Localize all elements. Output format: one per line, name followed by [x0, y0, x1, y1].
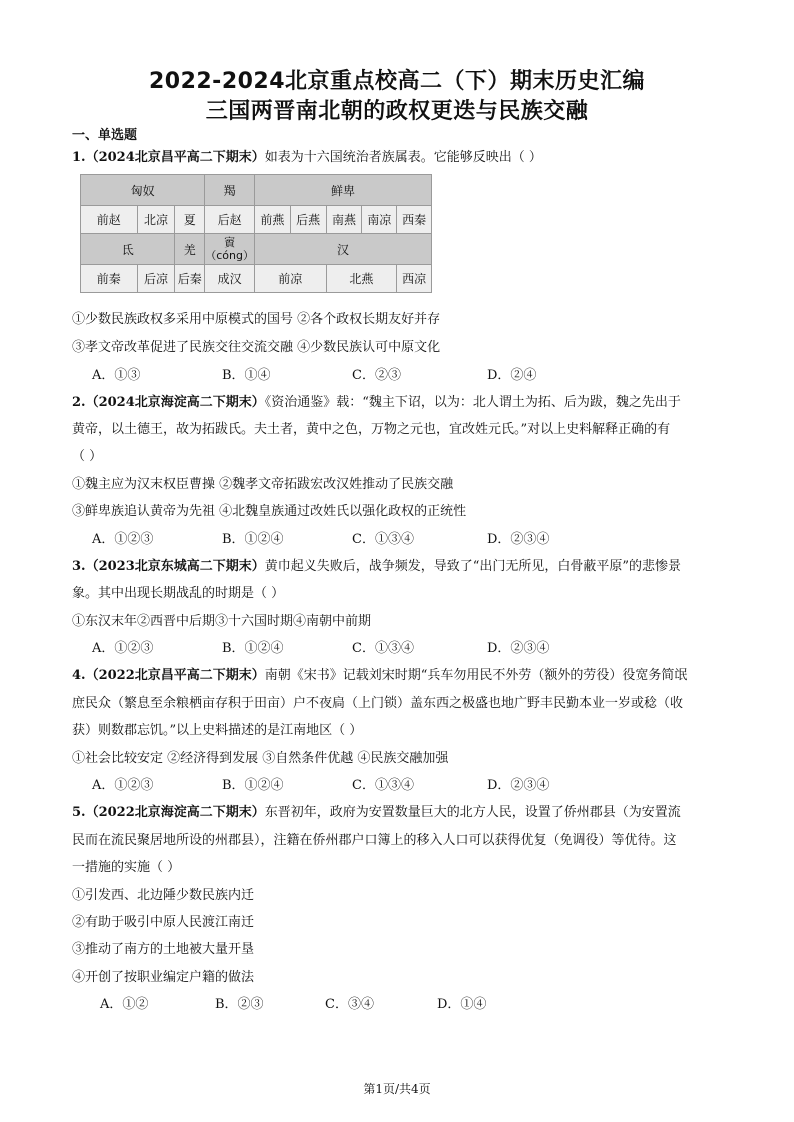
table-cell: 氐 [81, 234, 175, 265]
question-5-statement: ③推动了南方的土地被大量开垦 [72, 942, 255, 957]
option-d[interactable]: D．②③④ [487, 532, 550, 547]
question-5-stem-cont: 一措施的实施（ ） [72, 860, 181, 875]
question-3-text: 黄巾起义失败后，战争频发，导致了“出门无所见，白骨蔽平原”的悲惨景 [264, 559, 682, 574]
table-cell: 南燕 [326, 206, 362, 234]
question-5-stem [72, 801, 681, 820]
ethnic-regime-table [80, 174, 432, 293]
question-5-statement: ①引发西、北边陲少数民族内迁 [72, 888, 255, 903]
option-b[interactable]: B．①②④ [222, 778, 284, 793]
option-a[interactable]: A．①②③ [92, 532, 154, 547]
table-cell: 前凉 [254, 265, 326, 293]
table-cell: 前秦 [81, 265, 138, 293]
question-2-stem-cont: 黄帝，以土德王，故为拓跋氏。夫土者，黄中之色，万物之元也，宜改姓元氏。”对以上史料解释正确的有 [72, 422, 671, 437]
question-2-statement: ①魏主应为汉末权臣曹操 ②魏孝文帝拓跋宏改汉姓推动了民族交融 [72, 477, 454, 492]
question-4-stem-cont: 获）则数郡忘饥。”以上史料描述的是江南地区（ ） [72, 723, 363, 738]
question-4-stem-cont: 庶民众（繁息至余粮栖亩存积于田亩）户不夜扃（上门锁）盖东西之极盛也地广野丰民勤本业一岁或稔（收 [72, 696, 684, 711]
table-cell: 南凉 [362, 206, 397, 234]
option-d[interactable]: D．②④ [487, 368, 537, 383]
table-cell: 后秦 [175, 265, 205, 293]
option-b[interactable]: B．①②④ [222, 641, 284, 656]
table-cell: 前燕 [254, 206, 290, 234]
question-2-source: 2.（2024北京海淀高二下期末） [72, 395, 265, 410]
table-cell [205, 234, 255, 265]
question-3-statement: ①东汉末年②西晋中后期③十六国时期④南朝中前期 [72, 614, 372, 629]
table-cell: 前赵 [81, 206, 138, 234]
option-a[interactable]: A．①③ [92, 368, 141, 383]
table-cell: 汉 [254, 234, 431, 265]
option-c[interactable]: C．②③ [352, 368, 401, 383]
option-a[interactable]: A．①② [100, 997, 149, 1012]
question-4-text: 南朝《宋书》记载刘宋时期“兵车勿用民不外劳（额外的劳役）役宽务简氓 [264, 668, 688, 683]
option-c[interactable]: C．①③④ [352, 532, 414, 547]
question-5-statement: ②有助于吸引中原人民渡江南迁 [72, 915, 255, 930]
option-a[interactable]: A．①②③ [92, 641, 154, 656]
question-2-stem-cont: （ ） [72, 449, 103, 464]
question-5-stem-cont: 民而在流民聚居地所设的州郡县），注籍在侨州郡户口簿上的移入人口可以获得优复（免调役）等优待。这 [72, 833, 677, 848]
question-1-source: 1.（2024北京昌平高二下期末） [72, 150, 265, 165]
table-cell: 成汉 [205, 265, 255, 293]
table-cell: 后赵 [205, 206, 255, 234]
table-cell: 后燕 [290, 206, 326, 234]
option-a[interactable]: A．①②③ [92, 778, 154, 793]
question-1-statement: ①少数民族政权多采用中原模式的国号 ②各个政权长期友好并存 [72, 312, 441, 327]
option-c[interactable]: C．①③④ [352, 778, 414, 793]
question-2-stem [72, 391, 681, 410]
table-cell-char: 賨 [224, 236, 236, 249]
question-3-stem-cont: 象。其中出现长期战乱的时期是（ ） [72, 586, 285, 601]
table-cell: 羌 [175, 234, 205, 265]
question-1-statement: ③孝文帝改革促进了民族交往交流交融 ④少数民族认可中原文化 [72, 340, 441, 355]
table-cell: 西凉 [397, 265, 432, 293]
question-1-stem [72, 146, 542, 165]
section-heading: 一、单选题 [72, 128, 138, 143]
question-5-source: 5.（2022北京海淀高二下期末） [72, 805, 265, 820]
table-cell: 北燕 [326, 265, 397, 293]
question-1-text: 如表为十六国统治者族属表。它能够反映出（ ） [264, 150, 542, 165]
table-cell: 北凉 [137, 206, 175, 234]
option-d[interactable]: D．②③④ [487, 641, 550, 656]
question-4-source: 4.（2022北京昌平高二下期末） [72, 668, 265, 683]
option-b[interactable]: B．①②④ [222, 532, 284, 547]
option-b[interactable]: B．②③ [215, 997, 264, 1012]
question-2-text: 《资治通鉴》载：“魏主下诏，以为：北人谓土为拓、后为跋，魏之先出于 [264, 395, 681, 410]
table-cell: 西秦 [397, 206, 432, 234]
question-4-statement: ①社会比较安定 ②经济得到发展 ③自然条件优越 ④民族交融加强 [72, 751, 449, 766]
table-cell: 羯 [205, 175, 255, 206]
option-d[interactable]: D．②③④ [487, 778, 550, 793]
question-2-statement: ③鲜卑族追认黄帝为先祖 ④北魏皇族通过改姓氏以强化政权的正统性 [72, 504, 467, 519]
option-c[interactable]: C．③④ [325, 997, 374, 1012]
page-number: 第1页/共4页 [363, 1082, 431, 1096]
table-cell: 匈奴 [81, 175, 205, 206]
option-c[interactable]: C．①③④ [352, 641, 414, 656]
question-5-text: 东晋初年，政府为安置数量巨大的北方人民，设置了侨州郡县（为安置流 [264, 805, 681, 820]
table-cell: 后凉 [137, 265, 175, 293]
doc-title-line1: 2022-2024北京重点校高二（下）期末历史汇编 [148, 69, 646, 94]
question-3-stem [72, 555, 681, 574]
option-b[interactable]: B．①④ [222, 368, 271, 383]
question-5-statement: ④开创了按职业编定户籍的做法 [72, 970, 255, 985]
doc-title-line2: 三国两晋南北朝的政权更迭与民族交融 [205, 99, 589, 124]
option-d[interactable]: D．①④ [437, 997, 487, 1012]
table-cell: 鲜卑 [254, 175, 431, 206]
table-cell-pinyin: （cóng） [205, 249, 254, 262]
question-3-source: 3.（2023北京东城高二下期末） [72, 559, 265, 574]
question-4-stem [72, 664, 687, 683]
table-cell: 夏 [175, 206, 205, 234]
